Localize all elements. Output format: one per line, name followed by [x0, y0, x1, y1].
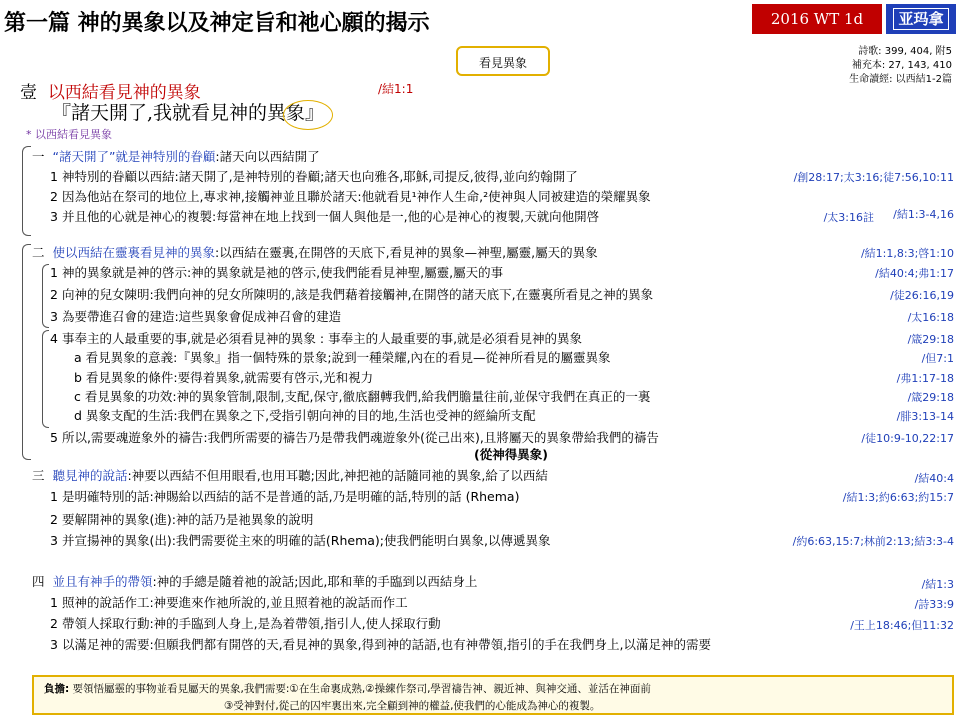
bracket-point2-1to3	[42, 264, 49, 328]
point3-item-1	[50, 488, 519, 506]
item-text: 要解開神的異象(進):神的話乃是祂異象的說明	[61, 512, 314, 527]
sub-letter: a	[74, 350, 82, 365]
point2-sub-b-ref: /弗1:17-18	[896, 372, 954, 385]
point1-item-3-ref: /太3:16註	[823, 211, 874, 224]
point3-ref: /結40:4	[914, 472, 954, 485]
section-title: 以西結看見神的異象	[47, 83, 201, 103]
point3-heading	[32, 467, 548, 485]
item-text: 帶領人採取行動:神的手臨到人身上,是為着帶領,指引人,使人採取行動	[61, 616, 441, 631]
sub-letter: b	[74, 370, 82, 385]
training-tag: 2016 WT 1d	[752, 4, 882, 34]
point1-item-3	[50, 208, 599, 226]
item-text: 神特別的眷顧以西結:諸天開了,是神特別的眷顧;諸天也向雅各,耶穌,司提反,彼得,並向約翰開了	[61, 169, 578, 184]
hymns-ref: 詩歌: 399, 404, 附5	[858, 46, 952, 57]
sub-letter: c	[74, 389, 81, 404]
point2-item-5	[50, 429, 659, 447]
point3-lead: 聽見神的說話	[52, 468, 128, 483]
bracket-point2	[22, 244, 31, 460]
point1-item-1-ref: /創28:17;太3:16;徒7:56,10:11	[793, 171, 954, 184]
item-number: 3	[50, 209, 58, 224]
item-number: 1	[50, 265, 58, 280]
point2-item-1	[50, 264, 503, 282]
item-number: 1	[50, 595, 58, 610]
item-text: 并且他的心就是神心的複製:每當神在地上找到一個人與他是一,他的心是神心的複製,天就向他開啓	[61, 209, 600, 224]
supplement-ref: 補充本: 27, 143, 410	[851, 60, 952, 71]
point3-number: 三	[32, 468, 45, 483]
point1-item-2	[50, 188, 651, 206]
item-number: 2	[50, 512, 58, 527]
point2-item-3	[50, 308, 341, 326]
item-text: 神的異象就是神的啓示:神的異象就是祂的啓示,使我們能看見神聖,屬靈,屬天的事	[61, 265, 504, 280]
point2-sub-d-ref: /腓3:13-14	[896, 410, 954, 423]
point2-item-4-ref: /箴29:18	[907, 333, 954, 346]
point4-number: 四	[32, 574, 45, 589]
point2-item-3-ref: /太16:18	[907, 311, 954, 324]
item-text: 因為他站在祭司的地位上,專求神,接觸神並且聯於諸天:他就看見¹神作人生命,²使神與人同被建造的榮耀異象	[61, 189, 651, 204]
point3-rest: :神要以西結不但用眼看,也用耳聽;因此,神把祂的話隨同祂的異象,給了以西結	[127, 468, 548, 483]
point4-item-1-ref: /詩33:9	[914, 598, 954, 611]
section-number: 壹	[20, 83, 37, 103]
point3-item-2	[50, 511, 313, 529]
point1-lead: “諸天開了”就是神特別的眷顧	[52, 149, 216, 164]
point4-heading	[32, 573, 477, 591]
item-number: 3	[50, 637, 58, 652]
item-number: 2	[50, 189, 58, 204]
point2-rest: :以西結在靈裏,在開啓的天底下,看見神的異象—神聖,屬靈,屬天的異象	[214, 245, 598, 260]
point2-item-5-ref: /徒10:9-10,22:17	[861, 432, 954, 445]
burden-label: 負擔:	[44, 683, 70, 695]
point2-item-5-note: (從神得異象)	[474, 447, 548, 462]
keyword-box: 看見異象	[456, 46, 550, 76]
sub-letter: d	[74, 408, 82, 423]
bracket-point2-4	[42, 330, 49, 428]
item-number: 2	[50, 287, 58, 302]
point4-ref: /結1:3	[921, 578, 954, 591]
point4-rest: :神的手總是隨着祂的說話;因此,耶和華的手臨到以西結身上	[152, 574, 478, 589]
point2-item-2-ref: /徒26:16,19	[890, 289, 954, 302]
point2-ref: /結1:1,8:3;啓1:10	[860, 247, 954, 260]
life-study-ref: 生命讀經: 以西結1-2篇	[849, 74, 952, 85]
point2-sub-d	[74, 407, 536, 425]
name-badge	[886, 4, 956, 34]
point3-item-3	[50, 532, 550, 550]
item-number: 1	[50, 169, 58, 184]
item-text: 為要帶進召會的建造:這些異象會促成神召會的建造	[61, 309, 342, 324]
point4-item-1	[50, 594, 408, 612]
point1-group-ref: /結1:3-4,16	[893, 208, 954, 221]
point1-heading	[32, 148, 320, 166]
sub-text: 看見異象的功效:神的異象管制,限制,支配,保守,徹底翻轉我們,給我們膽量往前,並保守我們在真正的一裏	[84, 389, 651, 404]
bracket-point1	[22, 146, 31, 236]
item-number: 1	[50, 489, 58, 504]
point2-item-4	[50, 330, 582, 348]
item-text: 照神的說話作工:神要進來作祂所說的,並且照着祂的說話而作工	[61, 595, 408, 610]
item-number: 4	[50, 331, 58, 346]
item-number: 2	[50, 616, 58, 631]
point1-number: 一	[32, 149, 45, 164]
highlight-circle	[283, 100, 333, 130]
point2-sub-c	[74, 388, 650, 406]
section-ref: /結1:1	[378, 82, 414, 96]
point2-heading	[32, 244, 598, 262]
point2-sub-c-ref: /箴29:18	[907, 391, 954, 404]
point4-item-2-ref: /王上18:46;但11:32	[850, 619, 954, 632]
point2-sub-a	[74, 349, 611, 367]
point3-item-3-ref: /約6:63,15:7;林前2:13;結3:3-4	[792, 535, 954, 548]
point4-item-2	[50, 615, 441, 633]
item-text: 并宣揚神的異象(出):我們需要從主來的明確的話(Rhema);使我們能明白異象,以傳遞異象	[61, 533, 551, 548]
item-text: 以滿足神的需要:但願我們都有開啓的天,看見神的異象,得到神的話語,也有神帶領,指引的手在我們身上,以滿足神的需要	[61, 637, 712, 652]
point4-lead: 並且有神手的帶領	[52, 574, 153, 589]
item-text: 是明確特別的話:神賜給以西結的話不是普通的話,乃是明確的話,特別的話 (Rhema)	[61, 489, 520, 504]
point2-item-2	[50, 286, 653, 304]
point1-item-1	[50, 168, 578, 186]
burden-text-1: 要領悟屬靈的事物並看見屬天的異象,我們需要:①在生命裏成熟,②操練作祭司,學習禱告神、親近神、與神交通、並活在神面前	[72, 683, 651, 695]
point2-sub-a-ref: /但7:1	[921, 352, 954, 365]
point2-sub-b	[74, 369, 373, 387]
point3-item-1-ref: /結1:3;約6:63;約15:7	[842, 491, 954, 504]
point1-rest: :諸天向以西結開了	[215, 149, 320, 164]
sub-text: 異象支配的生活:我們在異象之下,受指引朝向神的目的地,生活也受神的經綸所支配	[85, 408, 536, 423]
burden-text-2: ③受神對付,從己的囚牢裏出來,完全顧到神的權益,使我們的心能成為神心的複製。	[224, 700, 601, 712]
point2-lead: 使以西結在靈裏看見神的異象	[52, 245, 215, 260]
point2-item-1-ref: /結40:4;弗1:17	[875, 267, 954, 280]
item-text: 所以,需要魂遊象外的禱告:我們所需要的禱告乃是帶我們魂遊象外(從己出來),且將屬天的異象帶給我們的禱告	[61, 430, 659, 445]
burden-box	[32, 675, 954, 715]
point2-number: 二	[32, 245, 45, 260]
item-number: 3	[50, 533, 58, 548]
star-note: * 以西結看見異象	[26, 128, 112, 141]
item-text: 事奉主的人最重要的事,就是必須看見神的異象 : 事奉主的人最重要的事,就是必須看見神的異象	[61, 331, 583, 346]
sub-text: 看見異象的意義:『異象』指一個特殊的景象;說到一種榮耀,內在的看見—從神所看見的屬靈異象	[85, 350, 611, 365]
page-title: 第一篇 神的異象以及神定旨和祂心願的揭示	[4, 10, 430, 36]
name-badge-label: 亚玛拿	[893, 8, 948, 30]
point4-item-3	[50, 636, 711, 654]
item-text: 向神的兒女陳明:我們向神的兒女所陳明的,該是我們藉着接觸神,在開啓的諸天底下,在靈裏所看見之神的異象	[61, 287, 654, 302]
item-number: 3	[50, 309, 58, 324]
sub-text: 看見異象的條件:要得着異象,就需要有啓示,光和視力	[85, 370, 374, 385]
burden-line-1	[44, 681, 651, 696]
key-quote: 『諸天開了,我就看見神的異象』	[52, 102, 325, 124]
item-number: 5	[50, 430, 58, 445]
